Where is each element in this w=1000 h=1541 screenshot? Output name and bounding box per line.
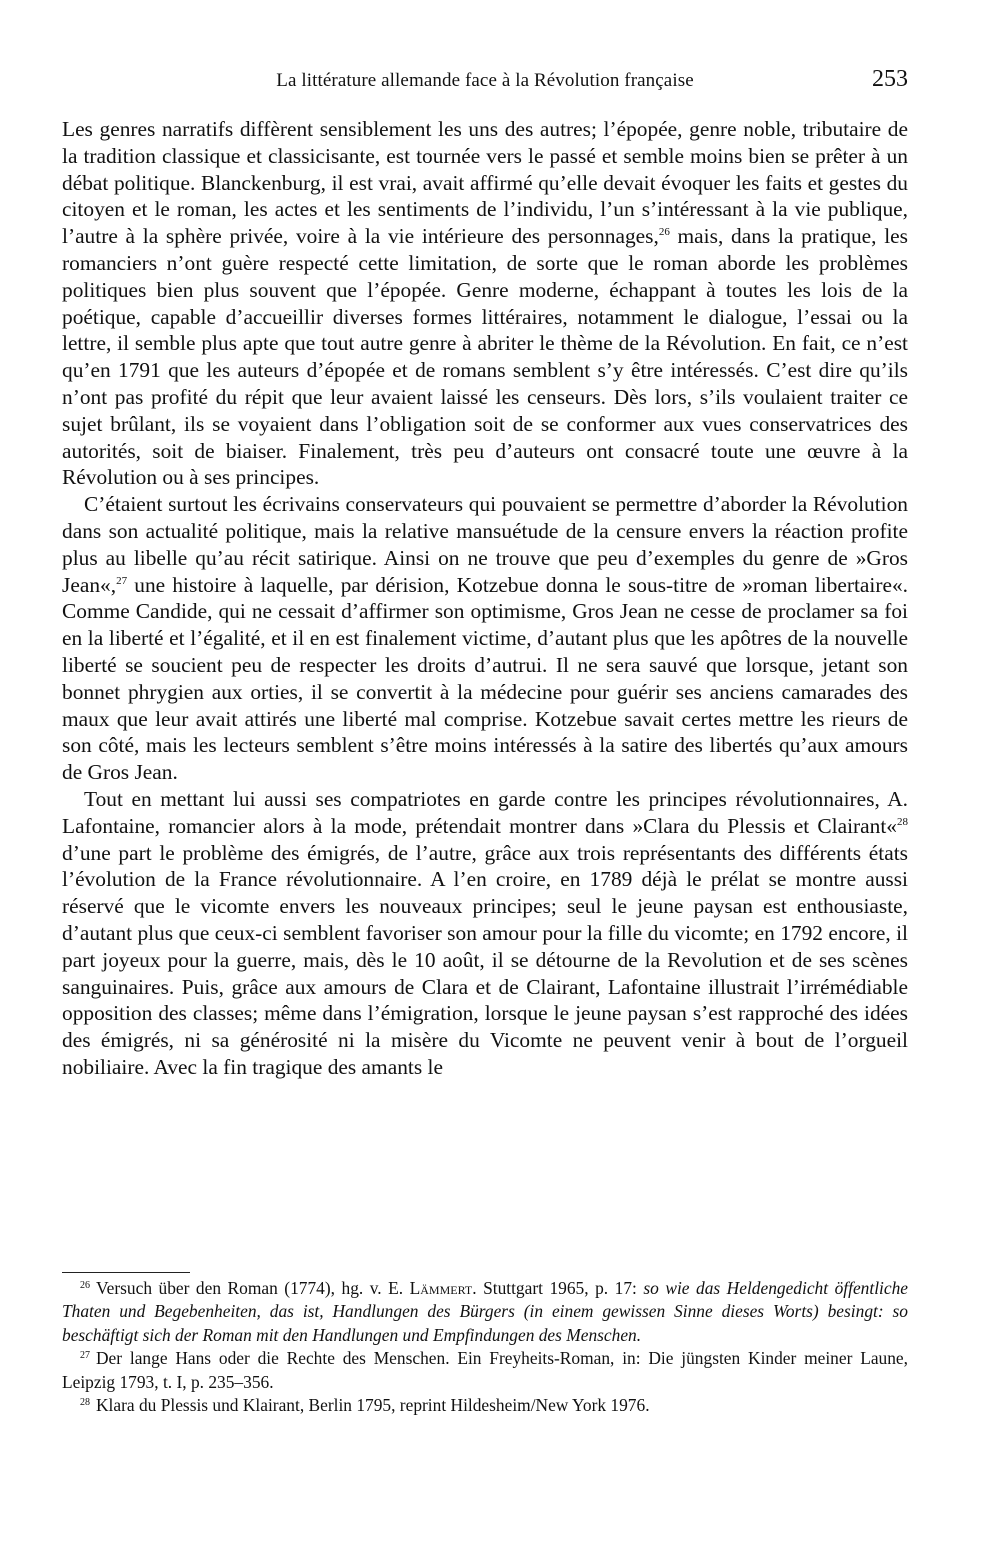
text-run: C’étaient surtout les écrivains conservateurs qui pouvaient se permettre d’aborder la Révolution dans son actualité politique, mais la relative mansuétude de la censure envers la réaction profite plus au libelle qu’au récit satirique. Ainsi on ne trouve que peu d’exemples du genre de »Gros Jean«,	[62, 492, 908, 597]
footnote-number: 26	[80, 1280, 90, 1291]
footnote-number: 27	[80, 1350, 90, 1362]
text-run: d’une part le problème des émigrés, de l’autre, grâce aux trois représentants des différents états l’évolution de la France révolutionnaire. A l’en croire, en 1789 déjà le prélat se montre aussi réservé que le vicomte envers les nouveaux principes; seul le jeune paysan est enthousiaste, d’autant plus que ceux-ci semblent favoriser son amour pour la fille du vicomte; en 1792 encore, il part joyeux pour la guerre, mais, dès le 10 août, il se détourne de la Revolution et de ses scènes sanguinaires. Puis, grâce aux amours de Clara et de Clairant, Lafontaine illustrait l’irrémédiable opposition des classes; même dans l’émigration, lorsque le jeune paysan s’est rapproché des idées des émigrés, ni sa générosité ni la misère du Vicomte ne peuvent venir à bout de l’orgueil nobiliaire. Avec la fin tragique des amants le	[62, 840, 908, 1079]
footnote-text: Der lange Hans oder die Rechte des Menschen. Ein Freyheits-Roman, in: Die jüngsten Kinder meiner Laune, Leipzig 1793, t. I, p. 235–356.	[62, 1348, 908, 1392]
footnote-text: Versuch über den Roman (1774), hg. v. E.	[96, 1278, 410, 1298]
body-text	[62, 116, 908, 1081]
footnote-ref-27[interactable]: 27	[116, 574, 128, 587]
footnote-divider	[62, 1272, 190, 1273]
footnote-quote: so wie das Heldengedicht öffentliche Thaten und Begebenheiten, das ist, Handlungen des Bürgers (in einem gewissen Sinne dieses Worts) besingt: so beschäftigt sich der Roman mit den Handlungen und Empfindungen des Menschen.	[62, 1278, 908, 1345]
footnote-ref-26[interactable]: 26	[658, 226, 670, 239]
paragraph-3	[62, 786, 908, 1081]
footnote-text: Klara du Plessis und Klairant, Berlin 1795, reprint Hildesheim/New York 1976.	[96, 1395, 650, 1416]
footnote-27	[62, 1347, 908, 1394]
paragraph-2	[62, 491, 908, 786]
paragraph-1	[62, 116, 908, 491]
text-run: une histoire à laquelle, par dérision, Kotzebue donna le sous-titre de »roman libertaire«. Comme Candide, qui ne cessait d’affirmer son optimisme, Gros Jean ne cesse de proclamer sa foi en la liberté et l’égalité, et il en est finalement victime, d’autant plus que les apôtres de la nouvelle liberté se soucient peu de respecter les droits d’autrui. Il ne sera sauvé que lorsque, jetant son bonnet phrygien aux orties, il se convertit à la médecine pour guérir ses anciens camarades des maux que leur avait attirés une liberté mal comprise. Kotzebue savait certes mettre les rieurs de son côté, mais les lecteurs semblent s’être moins intéressés à la satire des libertés qu’aux amours de Gros Jean.	[62, 572, 908, 785]
text-run: Les genres narratifs diffèrent sensiblement les uns des autres; l’épopée, genre noble, tributaire de la tradition classique et classicisante, est tournée vers le passé et semble moins bien se prêter à un débat politique. Blanckenburg, il est vrai, avait affirmé qu’elle devait évoquer les faits et gestes du citoyen et le roman, les actes et les sentiments de l’individu, l’un s’intéressant à la vie publique, l’autre à la sphère privée, voire à la vie intérieure des personnages,	[62, 117, 908, 249]
running-head	[62, 66, 908, 96]
page-number: 253	[872, 66, 908, 92]
footnote-text: . Stuttgart 1965, p. 17:	[472, 1278, 644, 1298]
footnote-28	[62, 1394, 908, 1417]
running-title: La littérature allemande face à la Révolution française	[276, 70, 694, 91]
footnotes	[62, 1277, 908, 1417]
text-run: mais, dans la pratique, les romanciers n’ont guère respecté cette limitation, de sorte que le roman aborde les problèmes politiques bien plus souvent que l’épopée. Genre moderne, échappant à toutes les lois de la poétique, capable d’accueillir diverses formes littéraires, notamment le dialogue, l’essai ou la lettre, il semble plus apte que tout autre genre à abriter le thème de la Révolution. En fait, ce n’est qu’en 1791 que les auteurs d’épopée et de romans semblent s’y être intéressés. C’est dire qu’ils n’ont pas profité du répit que leur avaient laissé les censeurs. Dès lors, s’ils voulaient traiter ce sujet brûlant, ils se voyaient dans l’obligation soit de se conformer aux vues conservatrices des autorités, soit de biaiser. Finalement, très peu d’auteurs ont consacré toute une œuvre à la Révolution ou à ses principes.	[62, 224, 909, 490]
author-name: Lämmert	[409, 1278, 473, 1298]
footnote-number: 28	[80, 1397, 90, 1409]
text-run: Tout en mettant lui aussi ses compatriotes en garde contre les principes révolutionnaires, A. Lafontaine, romancier alors à la mode, prétendait montrer dans »Clara du Plessis et Clairant«	[62, 786, 908, 838]
footnote-26	[62, 1277, 908, 1347]
footnote-ref-28[interactable]: 28	[897, 815, 908, 828]
